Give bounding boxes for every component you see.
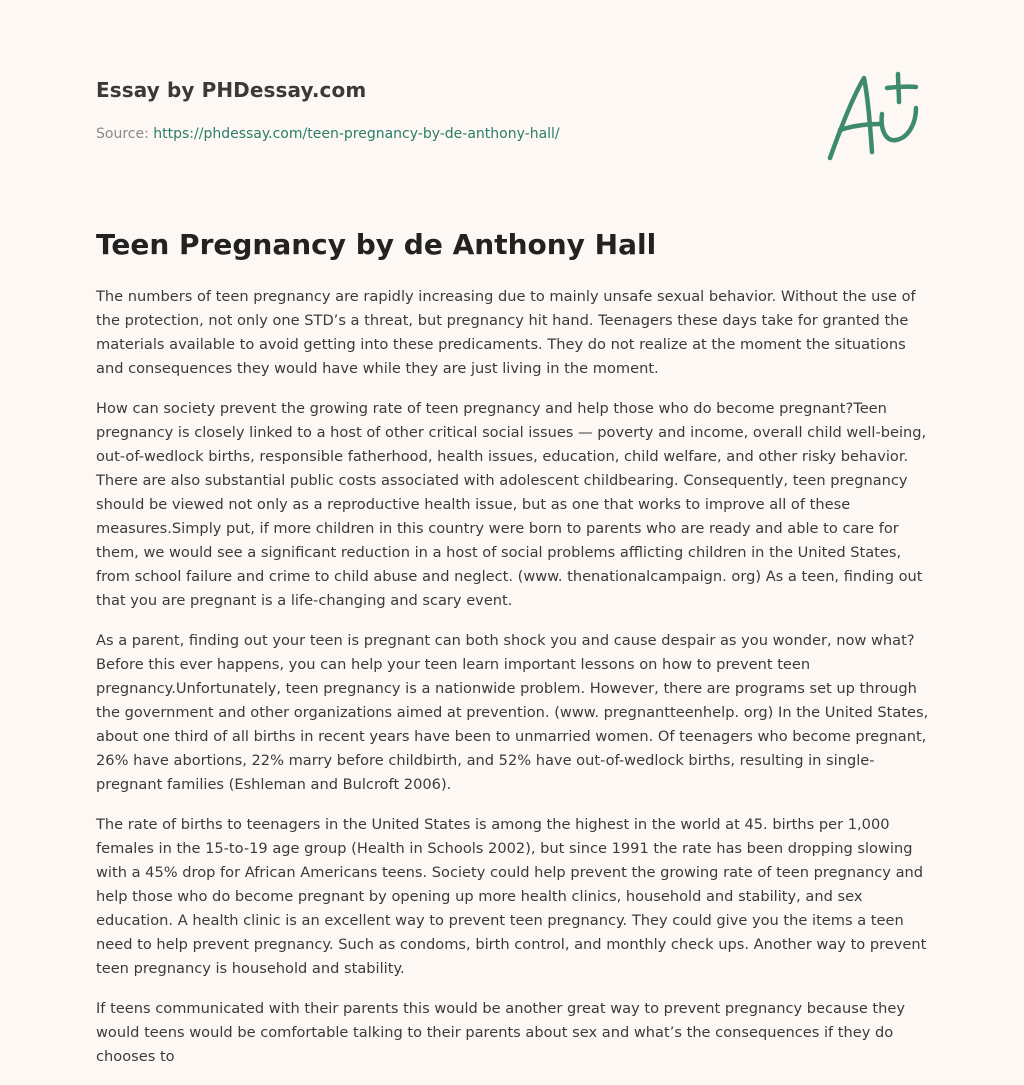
source-label: Source:: [96, 126, 154, 142]
essay-paragraph: The numbers of teen pregnancy are rapidly increasing due to mainly unsafe sexual behavior. Without the use of the protection, not only one STD’s a threat, but pregnancy hit hand. Teenagers these days take for granted the materials available to avoid getting into these predicaments. They do not realize at the moment the situations and consequences they would have while they are just living in the moment.: [96, 288, 916, 377]
essay-paragraph: The rate of births to teenagers in the United States is among the highest in the world at 45. births per 1,000 females in the 15-to-19 age group (Health in Schools 2002), but since 1991 the rate has been dropping slowing with a 45% drop for African Americans teens. Society could help prevent the growing rate of teen pregnancy and help those who do become pregnant by opening up more health clinics, household and stability, and sex education. A health clinic is an excellent way to prevent teen pregnancy. They could give you the items a teen need to help prevent pregnancy. Such as condoms, birth control, and monthly check ups. Another way to prevent teen pregnancy is household and stability.: [96, 816, 927, 977]
page-header: [96, 76, 736, 144]
source-link[interactable]: https://phdessay.com/teen-pregnancy-by-de-anthony-hall/: [153, 126, 560, 142]
a-plus-logo-icon: [824, 68, 928, 164]
essay-paragraph: How can society prevent the growing rate of teen pregnancy and help those who do become pregnant?Teen pregnancy is closely linked to a host of other critical social issues — poverty and income, overall child well-being, out-of-wedlock births, responsible fatherhood, health issues, education, child welfare, and other risky behavior. There are also substantial public costs associated with adolescent childbearing. Consequently, teen pregnancy should be viewed not only as a reproductive health issue, but as one that works to improve all of these measures.Simply put, if more children in this country were born to parents who are ready and able to care for them, we would see a significant reduction in a host of social problems afflicting children in the United States, from school failure and crime to child abuse and neglect. (www. thenationalcampaign. org) As a teen, finding out that you are pregnant is a life-changing and scary event.: [96, 400, 927, 609]
site-brand: Essay by PHDessay.com: [96, 78, 367, 102]
essay-paragraph: If teens communicated with their parents this would be another great way to prevent pregnancy because they would teens would be comfortable talking to their parents about sex and what’s the consequences if they do chooses to: [96, 1000, 906, 1065]
essay-body: [96, 285, 932, 1085]
essay-paragraph: As a parent, finding out your teen is pregnant can both shock you and cause despair as you wonder, now what? Before this ever happens, you can help your teen learn important lessons on how to prevent teen pregnancy.Unfortunately, teen pregnancy is a nationwide problem. However, there are programs set up through the government and other organizations aimed at prevention. (www. pregnantteenhelp. org) In the United States, about one third of all births in recent years have been to unmarried women. Of teenagers who become pregnant, 26% have abortions, 22% marry before childbirth, and 52% have out-of-wedlock births, resulting in single-pregnant families (Eshleman and Bulcroft 2006).: [96, 632, 929, 793]
essay-title: Teen Pregnancy by de Anthony Hall: [96, 228, 657, 261]
source-line: [96, 124, 736, 144]
